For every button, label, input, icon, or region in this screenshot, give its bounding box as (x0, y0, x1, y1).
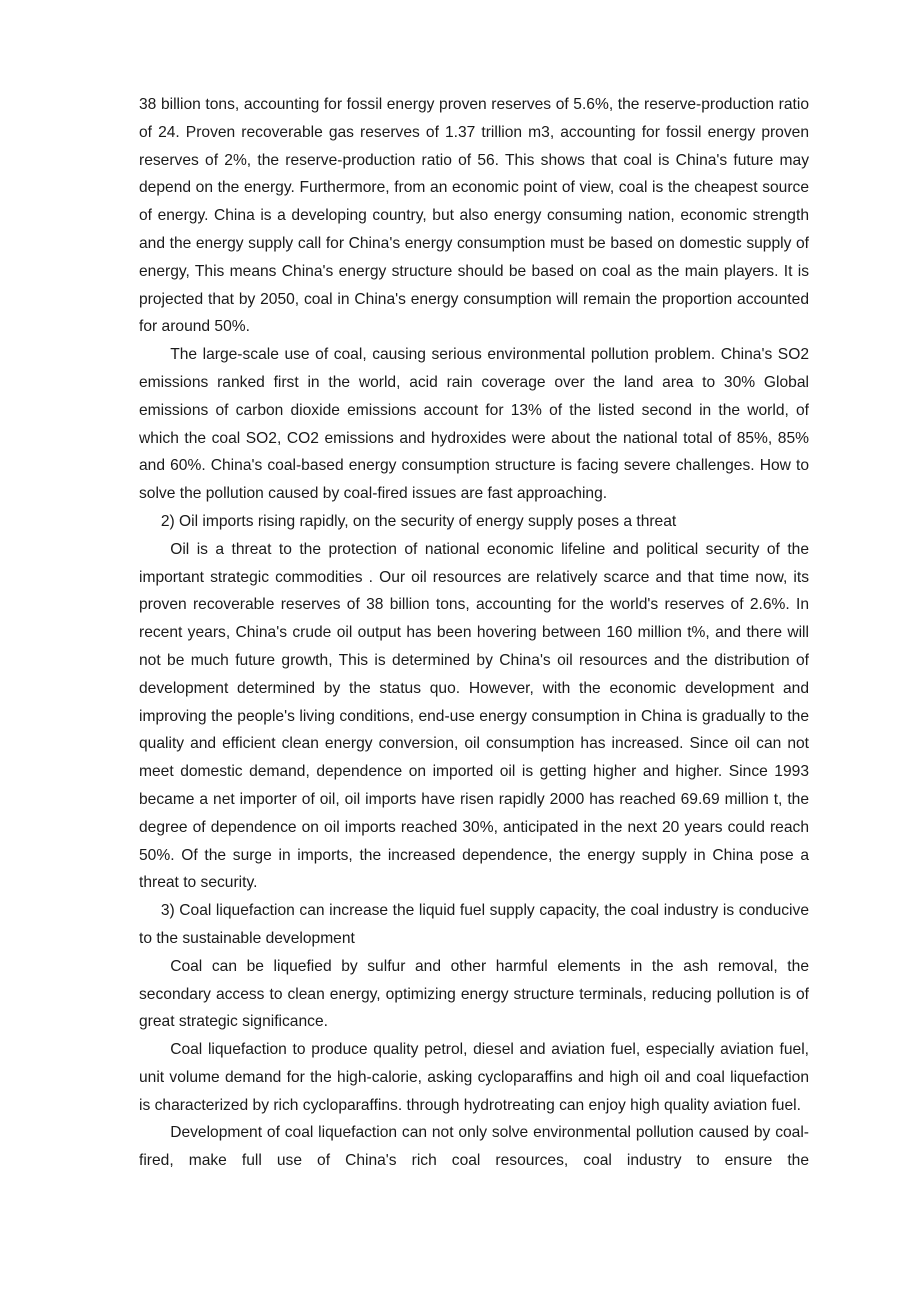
paragraph-liquefaction-clean-energy: Coal can be liquefied by sulfur and other harmful elements in the ash removal, the secondary access to clean energy, optimizing energy structure terminals, reducing pollution is of great strategic significance. (139, 957, 809, 1031)
paragraph-oil-security: Oil is a threat to the protection of national economic lifeline and political security of the important strategic commodities . Our oil resources are relatively scarce and that time now, its proven recoverable reserves of 38 billion tons, accounting for the world's reserves of 2.6%. In recent years, China's crude oil output has been hovering between 160 million t%, and there will not be much future growth, This is determined by China's oil resources and the distribution of development determined by the status quo. However, with the economic development and improving the people's living conditions, end-use energy consumption in China is gradually to the quality and efficient clean energy conversion, oil consumption has increased. Since oil can not meet domestic demand, dependence on imported oil is getting higher and higher. Since 1993 became a net importer of oil, oil imports have risen rapidly 2000 has reached 69.69 million t, the degree of dependence on oil imports reached 30%, anticipated in the next 20 years could reach 50%. Of the surge in imports, the increased dependence, the energy supply in China pose a threat to security. (139, 540, 809, 892)
section-heading-coal-liquefaction: 3) Coal liquefaction can increase the liquid fuel supply capacity, the coal industry is conducive to the sustainable development (139, 902, 809, 947)
paragraph-coal-pollution: The large-scale use of coal, causing serious environmental pollution problem. China's SO2 emissions ranked first in the world, acid rain coverage over the land area to 30% Global emissions of carbon dioxide emissions account for 13% of the listed second in the world, of which the coal SO2, CO2 emissions and hydroxides were about the national total of 85%, 85% and 60%. China's coal-based energy consumption structure is facing severe challenges. How to solve the pollution caused by coal-fired issues are fast approaching. (139, 346, 809, 503)
paragraph-development: Development of coal liquefaction can not only solve environmental pollution caused by coal-fired, make full use of China's rich coal resources, coal industry to ensure the (139, 1124, 809, 1170)
paragraph-coal-reserves: 38 billion tons, accounting for fossil energy proven reserves of 5.6%, the reserve-production ratio of 24. Proven recoverable gas reserves of 1.37 trillion m3, accounting for fossil energy proven reserves of 2%, the reserve-production ratio of 56. This shows that coal is China's future may depend on the energy. Furthermore, from an economic point of view, coal is the cheapest source of energy. China is a developing country, but also energy consuming nation, economic strength and the energy supply call for China's energy consumption must be based on domestic supply of energy, This means China's energy structure should be based on coal as the main players. It is projected that by 2050, coal in China's energy consumption will remain the proportion accounted for around 50%. (139, 96, 809, 336)
section-heading-oil-imports: 2) Oil imports rising rapidly, on the security of energy supply poses a threat (160, 512, 677, 530)
paragraph-aviation-fuel: Coal liquefaction to produce quality petrol, diesel and aviation fuel, especially aviation fuel, unit volume demand for the high-calorie, asking cycloparaffins and high oil and coal liquefaction is characterized by rich cycloparaffins. through hydrotreating can enjoy high quality aviation fuel. (139, 1041, 809, 1114)
document-page (139, 91, 809, 1175)
